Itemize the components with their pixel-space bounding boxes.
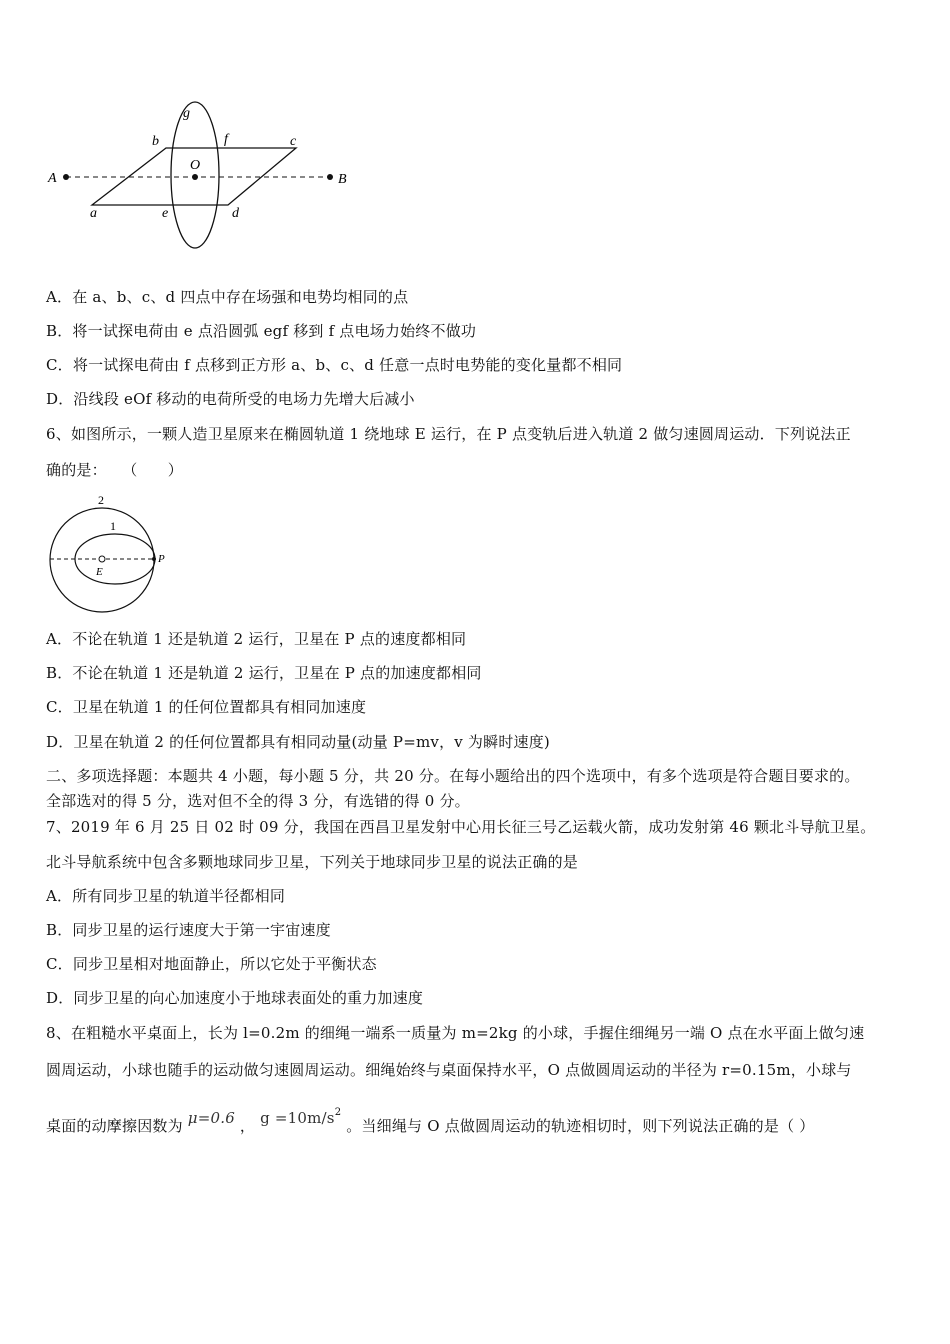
- q7-stem-line1: 7、2019 年 6 月 25 日 02 时 09 分，我国在西昌卫星发射中心用长征三号乙运载火箭，成功发射第 46 颗北斗导航卫星。: [46, 818, 876, 836]
- q8-stem3-prefix: 桌面的动摩擦因数为: [46, 1117, 183, 1135]
- label-a: a: [90, 206, 97, 221]
- section2-heading-line1: 二、多项选择题：本题共 4 小题，每小题 5 分，共 20 分。在每小题给出的四个选项中，有多个选项是符合题目要求的。: [46, 767, 860, 785]
- label-b: b: [152, 134, 159, 149]
- label-B: B: [338, 172, 347, 187]
- q7-stem-line2: 北斗导航系统中包含多颗地球同步卫星，下列关于地球同步卫星的说法正确的是: [46, 853, 579, 871]
- point-O: [192, 174, 198, 180]
- q5-option-a: A．在 a、b、c、d 四点中存在场强和电势均相同的点: [46, 288, 409, 306]
- figure-orbits: [40, 490, 180, 615]
- q8-separator: ，: [239, 1117, 256, 1135]
- label-earth-E: E: [96, 566, 103, 578]
- q6-option-c: C．卫星在轨道 1 的任何位置都具有相同加速度: [46, 698, 367, 716]
- label-f: f: [224, 132, 228, 147]
- q6-stem-line1: 6、如图所示，一颗人造卫星原来在椭圆轨道 1 绕地球 E 运行，在 P 点变轨后进入轨道 2 做匀速圆周运动．下列说法正: [46, 425, 851, 443]
- q8-stem3-suffix: 。当细绳与 O 点做圆周运动的轨迹相切时，则下列说法正确的是（ ）: [346, 1117, 815, 1135]
- label-orbit-1: 1: [110, 519, 116, 533]
- q8-stem-line1: 8、在粗糙水平桌面上，长为 l=0.2m 的细绳一端系一质量为 m=2kg 的小球，手握住细绳另一端 O 点在水平面上做匀速: [46, 1024, 865, 1042]
- label-c: c: [290, 134, 297, 149]
- label-e: e: [162, 206, 169, 221]
- q7-option-c: C．同步卫星相对地面静止，所以它处于平衡状态: [46, 955, 377, 973]
- point-A: [63, 174, 69, 180]
- q5-option-c: C．将一试探电荷由 f 点移到正方形 a、b、c、d 任意一点时电势能的变化量都不相同: [46, 356, 623, 374]
- q7-option-d: D．同步卫星的向心加速度小于地球表面处的重力加速度: [46, 989, 424, 1007]
- q5-option-b: B．将一试探电荷由 e 点沿圆弧 egf 移到 f 点电场力始终不做功: [46, 322, 477, 340]
- q7-option-a: A．所有同步卫星的轨道半径都相同: [46, 887, 286, 905]
- q8-g-value: g =10m/s: [260, 1109, 335, 1127]
- q7-option-b: B．同步卫星的运行速度大于第一宇宙速度: [46, 921, 331, 939]
- label-orbit-2: 2: [98, 493, 104, 507]
- figure-field-square: [40, 95, 360, 255]
- label-d: d: [232, 206, 239, 221]
- q6-option-a: A．不论在轨道 1 还是轨道 2 运行，卫星在 P 点的速度都相同: [46, 630, 467, 648]
- label-point-P: P: [158, 553, 165, 565]
- q6-stem-line2: 确的是： （ ）: [46, 461, 184, 479]
- label-A: A: [48, 171, 57, 186]
- q5-option-d: D．沿线段 eOf 移动的电荷所受的电场力先增大后减小: [46, 390, 415, 408]
- q6-option-d: D．卫星在轨道 2 的任何位置都具有相同动量(动量 P=mv，v 为瞬时速度): [46, 733, 550, 751]
- section2-heading-line2: 全部选对的得 5 分，选对但不全的得 3 分，有选错的得 0 分。: [46, 792, 470, 810]
- q6-option-b: B．不论在轨道 1 还是轨道 2 运行，卫星在 P 点的加速度都相同: [46, 664, 482, 682]
- q8-mu-value: μ=0.6: [187, 1109, 235, 1127]
- label-g: g: [183, 106, 190, 121]
- q8-stem-line3: [46, 1107, 815, 1136]
- label-O: O: [190, 158, 201, 173]
- point-B: [327, 174, 333, 180]
- q8-stem-line2: 圆周运动，小球也随手的运动做匀速圆周运动。细绳始终与桌面保持水平，O 点做圆周运动的半径为 r=0.15m，小球与: [46, 1061, 852, 1079]
- earth-marker: [99, 556, 105, 562]
- point-P: [152, 557, 156, 561]
- q8-g-exponent: 2: [334, 1107, 342, 1118]
